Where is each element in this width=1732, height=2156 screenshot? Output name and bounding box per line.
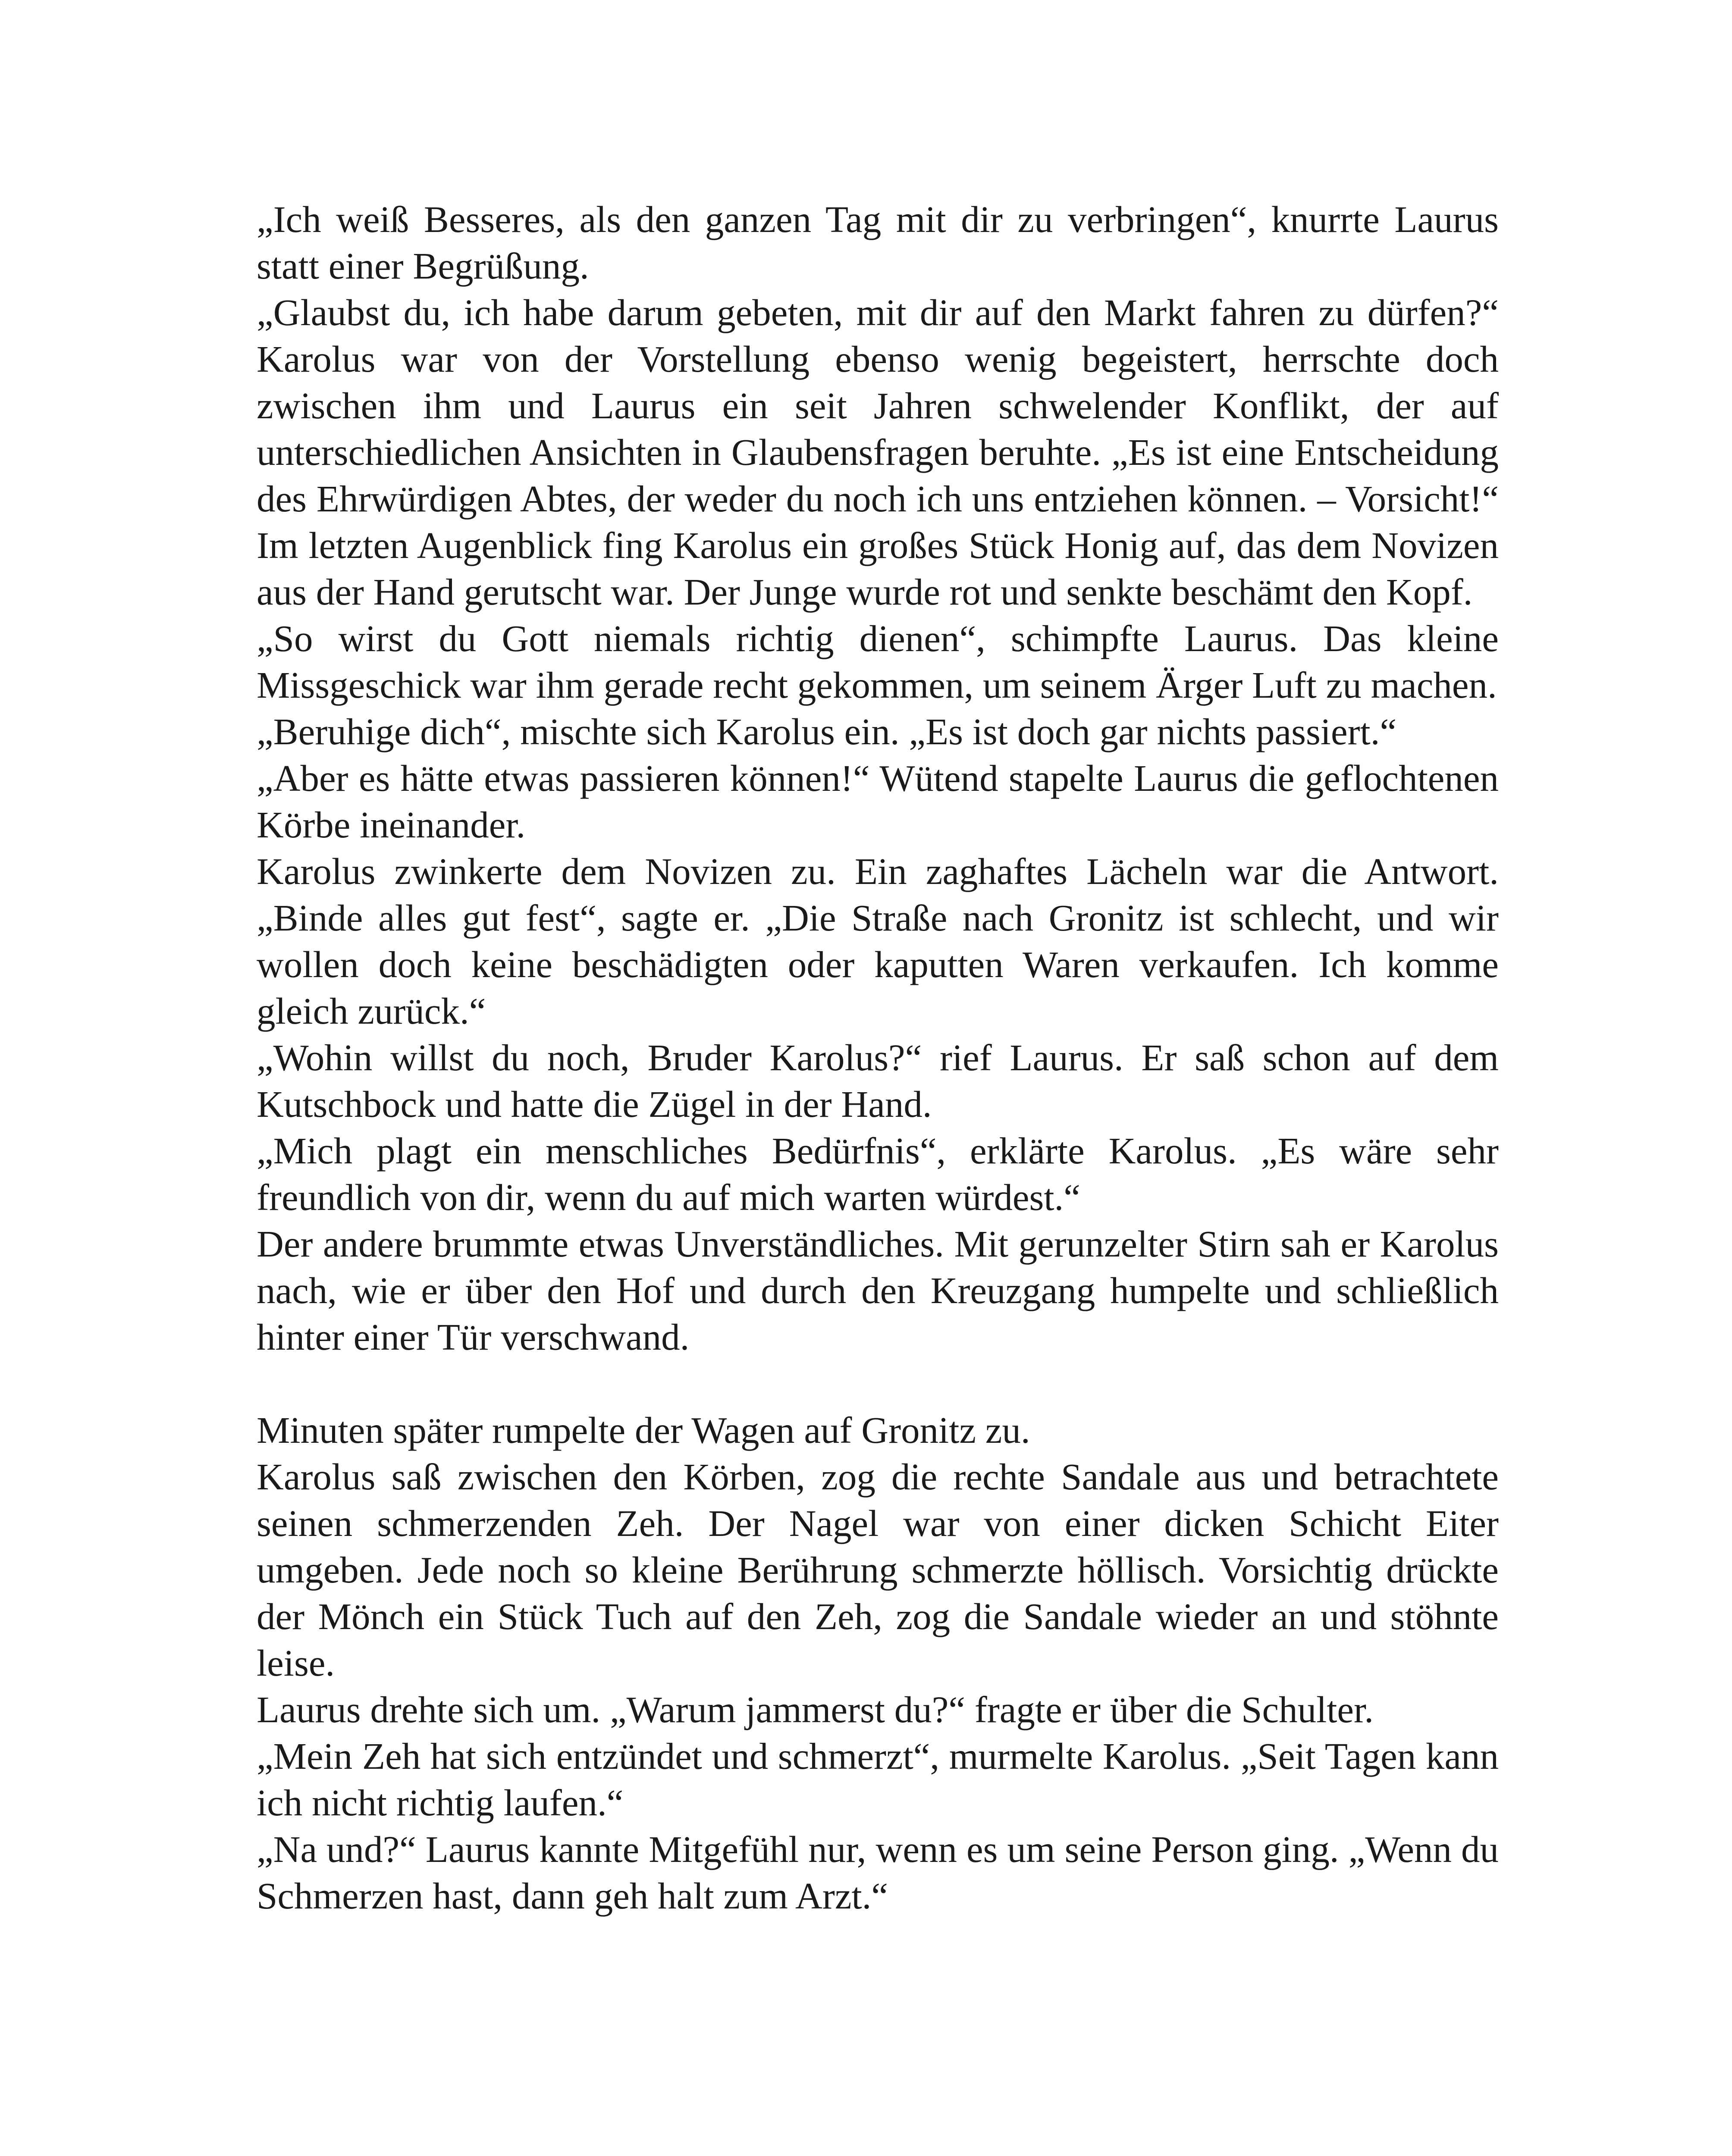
body-text xyxy=(257,196,1499,1919)
paragraph: „Glaubst du, ich habe darum gebeten, mit dir auf den Markt fahren zu dürfen?“ Karolus war von der Vorstellung ebenso wenig begeistert, herrschte doch zwischen ihm und Laurus ein seit Jahren schwelender Konflikt, der auf unterschiedlichen Ansichten in Glaubensfragen beruhte. „Es ist eine Entscheidung des Ehrwürdigen Abtes, der weder du noch ich uns entziehen können. – Vorsicht!“ Im letzten Augenblick fing Karolus ein großes Stück Honig auf, das dem Novizen aus der Hand gerutscht war. Der Junge wurde rot und senkte beschämt den Kopf. xyxy=(257,291,1499,613)
paragraph: Der andere brummte etwas Unverständliches. Mit gerunzelter Stirn sah er Karolus nach, wie er über den Hof und durch den Kreuzgang humpelte und schließlich hinter einer Tür verschwand. xyxy=(257,1223,1499,1358)
paragraph: Karolus saß zwischen den Körben, zog die rechte Sandale aus und betrachtete seinen schmerzenden Zeh. Der Nagel war von einer dicken Schicht Eiter umgeben. Jede noch so kleine Berührung schmerzte höllisch. Vorsichtig drückte der Mönch ein Stück Tuch auf den Zeh, zog die Sandale wieder an und stöhnte leise. xyxy=(257,1456,1499,1684)
paragraph: „Mich plagt ein menschliches Bedürfnis“, erklärte Karolus. „Es wäre sehr freundlich von dir, wenn du auf mich warten würdest.“ xyxy=(257,1130,1499,1218)
paragraph: „Na und?“ Laurus kannte Mitgefühl nur, wenn es um seine Person ging. „Wenn du Schmerzen hast, dann geh halt zum Arzt.“ xyxy=(257,1828,1499,1917)
paragraph: „Wohin willst du noch, Bruder Karolus?“ rief Laurus. Er saß schon auf dem Kutschbock und hatte die Zügel in der Hand. xyxy=(257,1037,1499,1125)
paragraph: Karolus zwinkerte dem Novizen zu. Ein zaghaftes Lächeln war die Antwort. „Binde alles gut fest“, sagte er. „Die Straße nach Gronitz ist schlecht, und wir wollen doch keine beschädigten oder kaputten Waren verkaufen. Ich komme gleich zurück.“ xyxy=(257,850,1499,1032)
paragraph: „Aber es hätte etwas passieren können!“ Wütend stapelte Laurus die geflochtenen Körbe ineinander. xyxy=(257,757,1499,846)
paragraph: „Mein Zeh hat sich entzündet und schmerzt“, murmelte Karolus. „Seit Tagen kann ich nicht richtig laufen.“ xyxy=(257,1735,1499,1824)
paragraph: „Ich weiß Besseres, als den ganzen Tag mit dir zu verbringen“, knurrte Laurus statt einer Begrüßung. xyxy=(257,198,1499,287)
paragraph: Laurus drehte sich um. „Warum jammerst du?“ fragte er über die Schulter. xyxy=(257,1689,1374,1730)
section-break xyxy=(257,1360,1499,1407)
paragraph: „So wirst du Gott niemals richtig dienen“, schimpfte Laurus. Das kleine Missgeschick war ihm gerade recht gekommen, um seinem Ärger Luft zu machen. xyxy=(257,617,1499,706)
paragraph: „Beruhige dich“, mischte sich Karolus ein. „Es ist doch gar nichts passiert.“ xyxy=(257,711,1397,752)
paragraph: Minuten später rumpelte der Wagen auf Gronitz zu. xyxy=(257,1409,1030,1451)
